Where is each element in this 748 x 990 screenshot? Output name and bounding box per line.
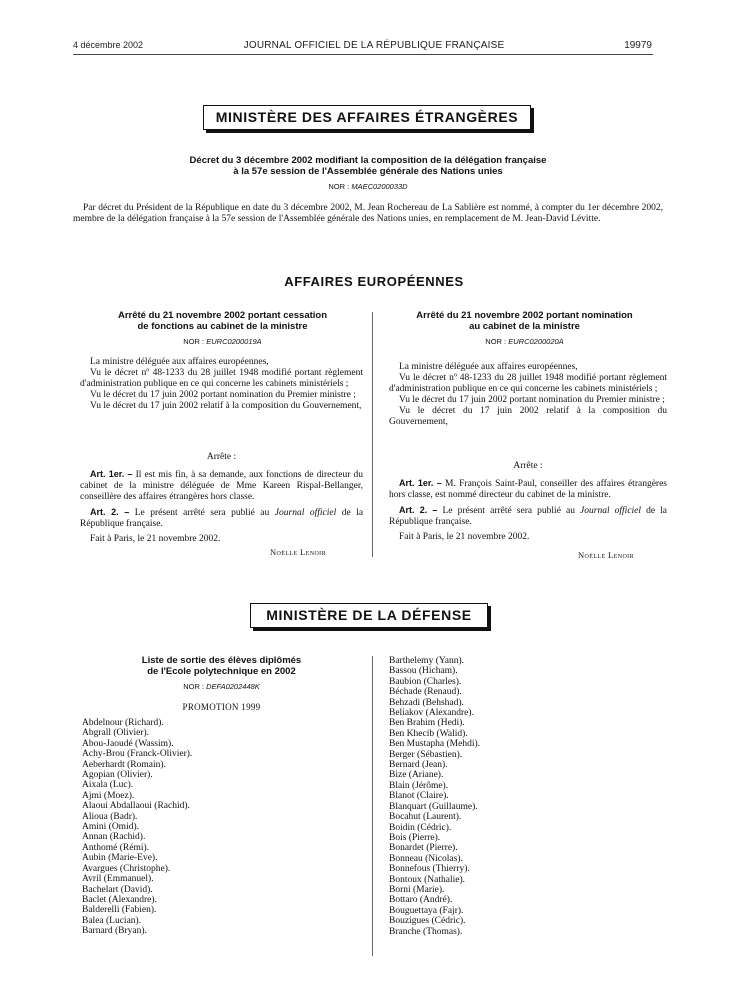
graduate-name: Barthelemy (Yann). <box>389 656 465 666</box>
graduate-name: Baclet (Alexandre). <box>82 894 157 905</box>
left-order-title-line1: Arrêté du 21 novembre 2002 portant cessation <box>117 310 328 321</box>
graduate-name: Bocahut (Laurent). <box>389 812 462 823</box>
article-label: Art. 1er. – <box>399 478 442 488</box>
decree-nor <box>73 182 663 191</box>
left-order-fait: Fait à Paris, le 21 novembre 2002. <box>90 534 221 544</box>
graduate-name: Balea (Lucian). <box>82 915 142 926</box>
left-order-body <box>80 357 363 412</box>
right-order-nor <box>383 337 666 346</box>
graduate-name: Boidin (Cédric). <box>389 822 452 833</box>
graduate-name: Bernard (Jean). <box>389 760 448 771</box>
decree-title <box>73 155 663 177</box>
graduate-name: Abgrall (Olivier). <box>82 728 150 739</box>
graduate-name: Bize (Ariane). <box>389 770 444 781</box>
article-label: Art. 1er. – <box>90 469 133 479</box>
column-divider <box>372 312 373 557</box>
graduate-name: Bonneau (Nicolas). <box>389 853 463 864</box>
journal-title: JOURNAL OFFICIEL DE LA RÉPUBLIQUE FRANÇAISE <box>243 40 505 51</box>
graduate-name: Bassou (Hicham). <box>389 666 458 677</box>
graduate-name: Béchade (Renaud). <box>389 687 462 698</box>
graduate-name: Agopian (Olivier). <box>82 770 153 781</box>
graduate-name: Abou-Jaoudé (Wassim). <box>82 738 174 749</box>
article-text: de la République française. <box>389 506 668 527</box>
graduate-name: Bonardet (Pierre). <box>389 843 458 854</box>
right-order-p4: Vu le décret du 17 juin 2002 relatif à la composition du Gouvernement, <box>389 406 667 427</box>
promotion-heading: PROMOTION 1999 <box>182 702 261 712</box>
decree-title-line2: à la 57e session de l'Assemblée générale des Nations unies <box>233 166 503 177</box>
graduate-name: Bouguettaya (Fajr). <box>389 905 464 916</box>
right-order-title-line2: au cabinet de la ministre <box>469 321 580 332</box>
right-order-title-line1: Arrêté du 21 novembre 2002 portant nomination <box>416 310 633 321</box>
graduate-name: Bois (Pierre). <box>389 832 441 843</box>
article-text: de la République française. <box>80 508 364 529</box>
article-label: Art. 2. – <box>399 505 438 515</box>
right-order-body <box>389 362 667 428</box>
graduate-name: Behzadi (Behshad). <box>389 697 464 708</box>
left-order-p2: Vu le décret nº 48-1233 du 28 juillet 1948 modifié portant règlement d'administration publique en ce qui concerne les cabinets ministériels ; <box>80 368 363 389</box>
right-order-p1: La ministre déléguée aux affaires européennes, <box>399 362 578 372</box>
nor-code: DEFA0202448K <box>206 682 260 691</box>
nor-label: NOR : <box>183 337 205 346</box>
left-order-title-line2: de fonctions au cabinet de la ministre <box>137 321 308 332</box>
article-text: Il est mis fin, à sa demande, aux fonctions de directeur du cabinet de la ministre déléguée de Mme Kareen Rispal-Bellanger, conseillère des affaires étrangères hors classe. <box>80 470 364 502</box>
article-label: Art. 2. – <box>90 507 130 517</box>
graduate-name: Bontoux (Nathalie). <box>389 874 465 885</box>
graduates-list-title-line2: de l'Ecole polytechnique en 2002 <box>147 666 296 677</box>
graduate-name: Amini (Omid). <box>82 822 139 833</box>
journal-officiel: Journal officiel <box>580 506 642 516</box>
left-order-p4: Vu le décret du 17 juin 2002 relatif à la composition du Gouvernement, <box>90 401 362 411</box>
ministry-heading-foreign-affairs: MINISTÈRE DES AFFAIRES ÉTRANGÈRES <box>203 105 531 130</box>
graduate-name: Ben Mustapha (Mehdi). <box>389 739 481 750</box>
right-order-p2: Vu le décret nº 48-1233 du 28 juillet 1948 modifié portant règlement d'administration publique en ce qui concerne les cabinets ministériels ; <box>389 373 667 394</box>
graduate-name: Balderelli (Fabien). <box>82 905 157 916</box>
graduate-name: Beliakov (Alexandre). <box>389 708 474 719</box>
right-order-article-1 <box>389 478 667 501</box>
right-order-p3: Vu le décret du 17 juin 2002 portant nomination du Premier ministre ; <box>399 395 665 405</box>
graduates-list-nor <box>80 682 363 691</box>
graduate-name: Alioua (Badr). <box>82 811 138 822</box>
graduate-name: Branche (Thomas). <box>389 926 463 937</box>
header-rule <box>73 54 653 55</box>
graduate-name: Bonnefous (Thierry). <box>389 864 470 875</box>
page-number: 19979 <box>624 40 652 51</box>
decree-paragraph: Par décret du Président de la République en date du 3 décembre 2002, M. Jean Rochereau de La Sablière est nommé, à compter du 1er décembre 2002, membre de la délégation française à la 57e session de l'Assemblée générale des Nations unies, en remplacement de M. Jean-David Lévitte. <box>73 203 663 224</box>
right-order-title <box>383 310 666 332</box>
graduate-name: Anthomé (Rémi). <box>82 842 150 853</box>
left-order-article-1 <box>80 469 363 503</box>
right-order-signature: Noëlle Lenoir <box>578 550 634 560</box>
graduate-name: Borni (Marie). <box>389 884 445 895</box>
graduate-name: Annan (Rachid). <box>82 832 146 843</box>
right-order-article-2 <box>389 505 667 528</box>
graduate-name: Aeberhardt (Romain). <box>82 759 166 770</box>
nor-label: NOR : <box>485 337 507 346</box>
graduates-list-title-line1: Liste de sortie des élèves diplômés <box>141 655 302 666</box>
right-order-arrete: Arrête : <box>513 461 543 471</box>
left-order-p3: Vu le décret du 17 juin 2002 portant nomination du Premier ministre ; <box>90 390 356 400</box>
nor-code: MAEC0200033D <box>351 182 408 191</box>
decree-title-line1: Décret du 3 décembre 2002 modifiant la composition de la délégation française <box>189 155 547 166</box>
graduates-list-column-left <box>82 718 192 937</box>
column-divider <box>372 656 373 956</box>
graduate-name: Avril (Emmanuel). <box>82 874 154 885</box>
graduate-name: Bottaro (André). <box>389 895 453 906</box>
graduate-name: Ben Brahim (Hedi). <box>389 718 465 729</box>
article-text: Le présent arrêté sera publié au <box>442 506 575 516</box>
graduate-name: Aixala (Luc). <box>82 780 134 791</box>
article-text: Le présent arrêté sera publié au <box>134 508 270 518</box>
ministry-heading-defense: MINISTÈRE DE LA DÉFENSE <box>250 603 488 628</box>
graduate-name: Blanquart (Guillaume). <box>389 801 478 812</box>
graduate-name: Blanot (Claire). <box>389 791 449 802</box>
left-order-arrete: Arrête : <box>206 452 237 462</box>
journal-officiel: Journal officiel <box>274 508 337 518</box>
graduate-name: Achy-Brou (Franck-Olivier). <box>82 749 193 760</box>
graduate-name: Ben Khecib (Walid). <box>389 728 468 739</box>
graduate-name: Barnard (Bryan). <box>82 926 147 937</box>
graduate-name: Aubin (Marie-Eve). <box>82 853 158 864</box>
graduates-list-title <box>80 655 363 677</box>
nor-label: NOR : <box>328 182 350 191</box>
nor-label: NOR : <box>183 682 205 691</box>
right-order-articles <box>389 478 667 543</box>
graduate-name: Baubion (Charles). <box>389 676 462 687</box>
graduate-name: Ajmi (Moez). <box>82 790 135 801</box>
section-heading-european-affairs: AFFAIRES EUROPÉENNES <box>284 274 464 289</box>
article-text: M. François Saint-Paul, conseiller des affaires étrangères hors classe, est nommé directeur du cabinet de la ministre. <box>389 479 667 500</box>
decree-body <box>73 203 663 225</box>
graduate-name: Bachelart (David). <box>82 884 153 895</box>
nor-code: EURC0200019A <box>206 337 262 346</box>
graduate-name: Blain (Jérôme). <box>389 780 449 791</box>
graduate-name: Alaoui Abdallaoui (Rachid). <box>82 801 190 812</box>
left-order-p1: La ministre déléguée aux affaires européennes, <box>90 357 269 367</box>
left-order-signature: Noëlle Lenoir <box>270 547 326 557</box>
left-order-title <box>80 310 365 332</box>
header-date: 4 décembre 2002 <box>73 40 144 50</box>
left-order-nor <box>80 337 365 346</box>
nor-code: EURC0200020A <box>508 337 564 346</box>
left-order-articles <box>80 469 363 545</box>
graduate-name: Abdelnour (Richard). <box>82 718 164 728</box>
graduates-list-column-right <box>389 656 480 937</box>
graduate-name: Avargues (Christophe). <box>82 863 171 874</box>
graduate-name: Berger (Sébastien). <box>389 749 463 760</box>
right-order-fait: Fait à Paris, le 21 novembre 2002. <box>399 532 530 542</box>
left-order-article-2 <box>80 507 363 530</box>
graduate-name: Bouzigues (Cédric). <box>389 916 466 927</box>
